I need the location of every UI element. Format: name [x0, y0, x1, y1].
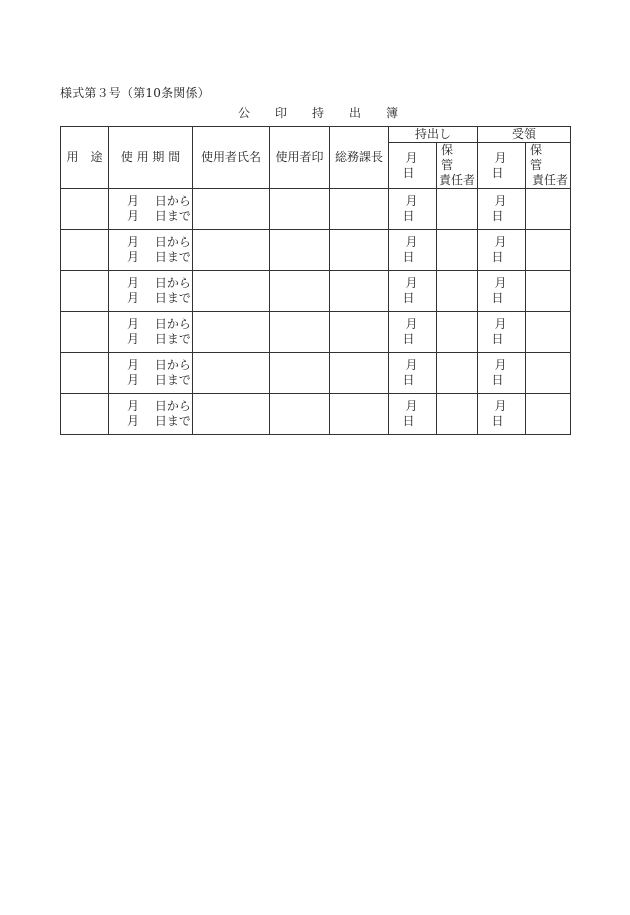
table-row [61, 189, 571, 230]
takeout-custodian-cell[interactable] [437, 312, 478, 353]
user-seal-cell[interactable] [270, 394, 330, 435]
purpose-cell[interactable] [61, 394, 109, 435]
receipt-date: 月 日 [491, 317, 515, 346]
header-period-label: 使 用 期 間 [120, 150, 181, 164]
receipt-custodian-cell[interactable] [526, 189, 571, 230]
purpose-cell[interactable] [61, 189, 109, 230]
period-cell[interactable] [109, 353, 193, 394]
receipt-custodian-cell[interactable] [526, 230, 571, 271]
period-to: 月 日まで [127, 209, 191, 223]
header-receipt [478, 127, 571, 143]
header-receipt-custodian-bottom: 責任者 [532, 173, 569, 187]
header-user-seal-label: 使用者印 [275, 150, 324, 164]
receipt-date-cell[interactable] [478, 230, 526, 271]
takeout-date: 月 日 [402, 399, 426, 428]
period-to: 月 日まで [127, 332, 191, 346]
takeout-date-cell[interactable] [389, 230, 437, 271]
chief-seal-cell[interactable] [330, 189, 389, 230]
document-title: 公印持出簿 [238, 106, 424, 120]
takeout-date-cell[interactable] [389, 353, 437, 394]
receipt-date: 月 日 [491, 358, 515, 387]
takeout-custodian-cell[interactable] [437, 230, 478, 271]
receipt-date-cell[interactable] [478, 394, 526, 435]
header-receipt-custodian-top: 保 管 [530, 143, 557, 172]
period-to: 月 日まで [127, 414, 191, 428]
takeout-date-cell[interactable] [389, 189, 437, 230]
receipt-date: 月 日 [491, 194, 515, 223]
period-from: 月 日から [127, 399, 191, 413]
purpose-cell[interactable] [61, 271, 109, 312]
takeout-date: 月 日 [402, 276, 426, 305]
period-from: 月 日から [127, 194, 191, 208]
takeout-date: 月 日 [402, 358, 426, 387]
header-general-affairs-chief [330, 127, 389, 189]
header-row-top [61, 127, 571, 143]
user-seal-cell[interactable] [270, 230, 330, 271]
table-row [61, 353, 571, 394]
period-to: 月 日まで [127, 250, 191, 264]
takeout-date-cell[interactable] [389, 312, 437, 353]
receipt-custodian-cell[interactable] [526, 271, 571, 312]
header-receipt-date [478, 143, 526, 189]
period-cell[interactable] [109, 230, 193, 271]
purpose-cell[interactable] [61, 230, 109, 271]
header-period [109, 127, 193, 189]
header-takeout-label: 持出し [415, 127, 452, 141]
table-row [61, 271, 571, 312]
header-receipt-label: 受領 [512, 127, 537, 141]
period-to: 月 日まで [127, 373, 191, 387]
user-seal-cell[interactable] [270, 312, 330, 353]
user-seal-cell[interactable] [270, 271, 330, 312]
purpose-cell[interactable] [61, 312, 109, 353]
form-number: 様式第３号（第10条関係） [60, 86, 210, 100]
table-row [61, 394, 571, 435]
header-user-seal [270, 127, 330, 189]
header-takeout-custodian [437, 143, 478, 189]
receipt-date-cell[interactable] [478, 312, 526, 353]
user-seal-cell[interactable] [270, 353, 330, 394]
header-takeout-date-label: 月 日 [402, 150, 426, 180]
period-cell[interactable] [109, 312, 193, 353]
period-cell[interactable] [109, 271, 193, 312]
header-user-name [193, 127, 270, 189]
header-receipt-date-label: 月 日 [491, 150, 515, 180]
takeout-custodian-cell[interactable] [437, 353, 478, 394]
receipt-date-cell[interactable] [478, 353, 526, 394]
header-takeout [389, 127, 478, 143]
receipt-date: 月 日 [491, 399, 515, 428]
period-from: 月 日から [127, 358, 191, 372]
user-name-cell[interactable] [193, 353, 270, 394]
receipt-date-cell[interactable] [478, 189, 526, 230]
takeout-date-cell[interactable] [389, 271, 437, 312]
period-from: 月 日から [127, 317, 191, 331]
user-seal-cell[interactable] [270, 189, 330, 230]
header-takeout-date [389, 143, 437, 189]
takeout-custodian-cell[interactable] [437, 394, 478, 435]
header-takeout-custodian-bottom: 責任者 [439, 173, 476, 187]
receipt-date: 月 日 [491, 235, 515, 264]
period-to: 月 日まで [127, 291, 191, 305]
chief-seal-cell[interactable] [330, 312, 389, 353]
header-general-affairs-chief-label: 総務課長 [334, 150, 383, 164]
header-takeout-custodian-top: 保 管 [441, 143, 468, 172]
chief-seal-cell[interactable] [330, 230, 389, 271]
chief-seal-cell[interactable] [330, 353, 389, 394]
receipt-date: 月 日 [491, 276, 515, 305]
user-name-cell[interactable] [193, 230, 270, 271]
header-user-name-label: 使用者氏名 [200, 150, 261, 164]
seal-takeout-ledger-table [60, 126, 571, 435]
header-receipt-custodian [526, 143, 571, 189]
table-row [61, 312, 571, 353]
receipt-date-cell[interactable] [478, 271, 526, 312]
user-name-cell[interactable] [193, 394, 270, 435]
takeout-date: 月 日 [402, 317, 426, 346]
period-from: 月 日から [127, 235, 191, 249]
user-name-cell[interactable] [193, 312, 270, 353]
chief-seal-cell[interactable] [330, 271, 389, 312]
receipt-custodian-cell[interactable] [526, 312, 571, 353]
header-purpose [61, 127, 109, 189]
header-purpose-label: 用 途 [66, 150, 103, 164]
table-row [61, 230, 571, 271]
user-name-cell[interactable] [193, 189, 270, 230]
user-name-cell[interactable] [193, 271, 270, 312]
takeout-custodian-cell[interactable] [437, 271, 478, 312]
chief-seal-cell[interactable] [330, 394, 389, 435]
period-cell[interactable] [109, 189, 193, 230]
takeout-date-cell[interactable] [389, 394, 437, 435]
period-from: 月 日から [127, 276, 191, 290]
takeout-date: 月 日 [402, 194, 426, 223]
purpose-cell[interactable] [61, 353, 109, 394]
receipt-custodian-cell[interactable] [526, 353, 571, 394]
takeout-custodian-cell[interactable] [437, 189, 478, 230]
period-cell[interactable] [109, 394, 193, 435]
receipt-custodian-cell[interactable] [526, 394, 571, 435]
takeout-date: 月 日 [402, 235, 426, 264]
